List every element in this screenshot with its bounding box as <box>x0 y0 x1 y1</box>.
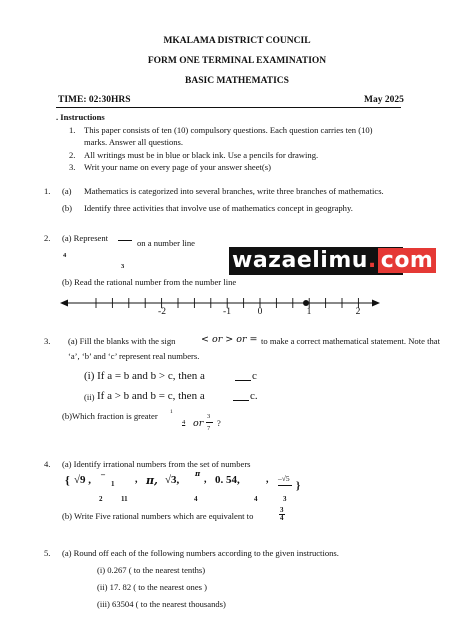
number-line-point <box>303 300 309 306</box>
q3a-signs: < or > or = <box>201 334 258 345</box>
q3b-or: or <box>193 418 204 429</box>
q4-item-pi: π, <box>146 474 158 487</box>
number-line-label: 2 <box>355 307 361 317</box>
instruction-num-3: 3. <box>69 162 76 172</box>
q4-item-sqrt9: √9 , <box>74 474 92 486</box>
q4-number: 4. <box>44 459 51 469</box>
q4b-fraction <box>279 507 285 522</box>
q3a-text: (a) Fill the blanks with the sign <box>68 336 176 346</box>
q4-set-open: { <box>65 473 70 487</box>
header-divider <box>56 107 401 108</box>
date-label: May 2025 <box>364 95 404 105</box>
q4-den-4a: 4 <box>194 495 198 503</box>
number-line-label: 0 <box>257 307 263 317</box>
instruction-num-1: 1. <box>69 125 76 135</box>
instruction-text-2: All writings must be in blue or black ink. Use a pencils for drawing. <box>84 150 319 160</box>
instruction-text-1-cont: marks. Answer all questions. <box>84 137 184 147</box>
q3b-text: (b)Which fraction is greater <box>62 411 158 421</box>
q4-item-pi-num: π <box>195 469 201 478</box>
q4-item-comma-2: , <box>204 474 207 485</box>
arrow-left-icon <box>60 300 68 307</box>
q4a-text: (a) Identify irrational numbers from the set of numbers <box>62 459 251 469</box>
q4-item-sqrt3: √3, <box>165 474 180 486</box>
subject-title: BASIC MATHEMATICS <box>185 76 289 86</box>
q3a-i-end: c <box>252 370 257 382</box>
q4-item-neg-sqrt5: –√5 <box>278 474 290 483</box>
time-label: TIME: 02:30HRS <box>58 95 131 105</box>
q3b-question-mark: ? <box>217 418 221 428</box>
exam-title: FORM ONE TERMINAL EXAMINATION <box>147 56 327 66</box>
q3b-frac2-num: 3 <box>207 413 211 420</box>
q5a-item-3: (iii) 63504 ( to the nearest thousands) <box>97 599 226 609</box>
q2a-numerator: 4 <box>63 252 67 259</box>
q5a-item-1: (i) 0.267 ( to the nearest tenths) <box>97 565 206 575</box>
q4-den-4b: 4 <box>254 495 258 503</box>
q2a-fraction-bar <box>118 240 132 241</box>
number-line-labels <box>60 307 380 319</box>
q4-set-close: } <box>296 480 301 492</box>
instruction-text-1: This paper consists of ten (10) compulsory questions. Each question carries ten (10) <box>84 125 373 135</box>
watermark-banner <box>229 247 434 275</box>
q3a-text-end: to make a correct mathematical statement. Note that <box>261 336 440 346</box>
q4b-denominator: 4 <box>280 514 284 522</box>
q3a-ii-end: c. <box>250 390 258 402</box>
number-line-label: 1 <box>306 307 312 317</box>
q1-number: 1. <box>44 186 51 196</box>
q3a-i-text: (i) If a = b and b > c, then a <box>84 370 205 382</box>
q2a-text-2: on a number line <box>137 238 195 248</box>
number-line-label: -2 <box>158 307 166 317</box>
q4-den-2: 2 <box>99 495 103 503</box>
arrow-right-icon <box>372 300 380 307</box>
q2-number: 2. <box>44 233 51 243</box>
q2b-text: (b) Read the rational number from the number line <box>62 277 237 287</box>
instruction-text-3: Writ your name on every page of your answer sheet(s) <box>84 162 271 172</box>
q3a-ii-label: (ii) <box>84 392 95 402</box>
q4-item-decimal: 0. 54, <box>215 474 240 486</box>
q4-sqrt5-bar <box>278 485 292 486</box>
q2a-text: (a) Represent <box>62 233 109 243</box>
watermark-tld: com <box>378 248 437 273</box>
q1a-text: Mathematics is categorized into several branches, write three branches of mathematics. <box>84 186 384 196</box>
q3a-ii-blank[interactable] <box>233 400 249 401</box>
q5a-item-2: (ii) 17. 82 ( to the nearest ones ) <box>97 582 208 592</box>
q4-den-3: 3 <box>283 495 287 503</box>
q4b-numerator: 3 <box>280 506 284 514</box>
q3a-i-blank[interactable] <box>235 380 251 381</box>
q3-number: 3. <box>44 336 51 346</box>
q3b-frac2-bar <box>206 422 213 423</box>
q4-den-11: 11 <box>121 495 128 503</box>
q3b-frac1-num: 1 <box>170 409 173 415</box>
q5-number: 5. <box>44 548 51 558</box>
q4-item-comma: , <box>135 474 138 485</box>
q1a-label: (a) <box>62 186 72 196</box>
q4-item-one: 1 <box>111 480 115 488</box>
q4-item-comma-3: , <box>266 474 269 485</box>
q3b-frac1-den: 4 <box>182 419 186 426</box>
instruction-num-2: 2. <box>69 150 76 160</box>
council-title: MKALAMA DISTRICT COUNCIL <box>163 36 311 46</box>
q3a-ii-text: If a > b and b = c, then a <box>97 390 205 402</box>
q1b-text: Identify three activities that involve use of mathematics concept in geography. <box>84 203 353 213</box>
instructions-title: . Instructions <box>56 112 105 122</box>
q2a-denominator: 3 <box>121 263 125 270</box>
q5a-text: (a) Round off each of the following numbers according to the given instructions. <box>62 548 339 558</box>
q3a-text-line2: ‘a’, ‘b’ and ‘c’ represent real numbers. <box>68 351 200 361</box>
q4b-text: (b) Write Five rational numbers which are equivalent to <box>62 511 254 521</box>
q3b-frac2-den: 7 <box>207 425 211 432</box>
q4-item-minus: – <box>101 470 105 479</box>
watermark-main: wazaelimu <box>232 248 368 273</box>
number-line-label: -1 <box>223 307 231 317</box>
q1b-label: (b) <box>62 203 73 213</box>
watermark-dot: . <box>367 248 377 273</box>
